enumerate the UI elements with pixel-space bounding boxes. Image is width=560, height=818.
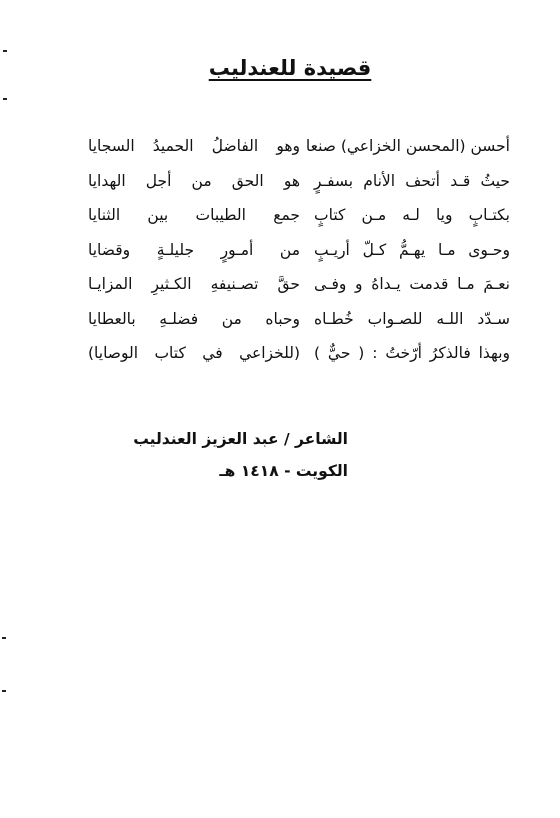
scan-speck (2, 690, 6, 692)
poet-name: الشاعر / عبد العزيز العندليب (133, 430, 348, 448)
verse-1-second-hemistich: وهو الفاضلُ الحميدُ السجايا (88, 137, 300, 155)
verse-6-second-hemistich: وحباه من فضلـهِ بالعطايا (88, 309, 300, 328)
poem-body (88, 134, 510, 376)
scan-speck (3, 50, 7, 52)
signature-block (133, 423, 348, 487)
verse-5-second-hemistich: حقَّ تصـنيفهِ الكـثيرِ المزايـا (88, 275, 300, 293)
verse-1 (88, 134, 510, 169)
verse-7 (88, 341, 510, 376)
verse-1-first-hemistich: أحسن (المحسن الخزاعي) صنعا (305, 137, 510, 155)
scan-speck (2, 637, 6, 639)
verse-6-first-hemistich: سـدّد اللـه للصـواب خُطـاه (314, 309, 510, 328)
verse-2-first-hemistich: حيثُ قـد أتحف الأنام بسفـرٍ (314, 171, 510, 190)
verse-2-second-hemistich: هو الحق من أجل الهدايا (88, 171, 300, 190)
place-date: الكويت - ١٤١٨ هـ (219, 462, 348, 480)
verse-5 (88, 272, 510, 307)
scan-speck (3, 98, 7, 100)
verse-4-second-hemistich: من أمـورٍ جليلـةٍ وقضايا (88, 240, 300, 259)
verse-7-second-hemistich: (للخزاعي في كتاب الوصايا) (88, 344, 300, 362)
verse-4-first-hemistich: وحـوى مـا يهـمُّ كـلّ أريـبٍ (314, 240, 510, 259)
verse-4 (88, 238, 510, 273)
verse-6 (88, 307, 510, 342)
verse-3 (88, 203, 510, 238)
poem-title: قصيدة للعندليب (208, 56, 372, 80)
verse-5-first-hemistich: نعـمَ مـا قدمت يـداهُ و وفـى (314, 275, 510, 293)
verse-3-second-hemistich: جمع الطيبات بين الثنايا (88, 206, 300, 224)
verse-3-first-hemistich: بكتـابٍ ويا لـه مـن كتابٍ (314, 206, 510, 224)
verse-2 (88, 169, 510, 204)
verse-7-first-hemistich: وبهذا فالذكرُ أرّختُ : ( حيٌّ ) (314, 344, 510, 362)
